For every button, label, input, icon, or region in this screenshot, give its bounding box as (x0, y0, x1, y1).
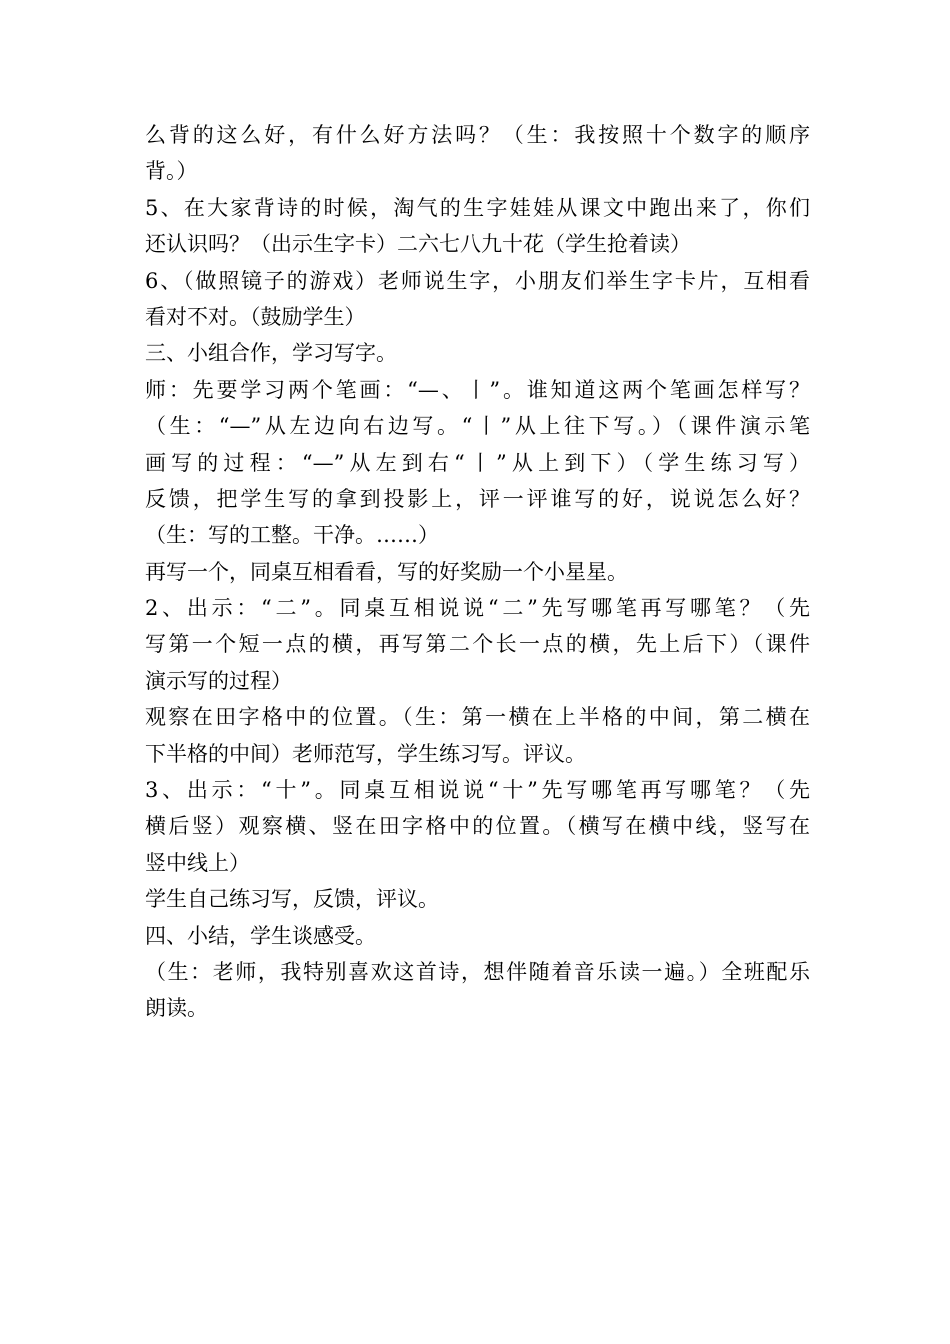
text-line: 横后竖）观察横、竖在田字格中的位置。（横写在横中线，竖写在 (145, 814, 810, 839)
text-line: 6、（做照镜子的游戏）老师说生字，小朋友们举生字卡片，互相看 (145, 268, 810, 293)
section-heading: 四、小结，学生谈感受。 (145, 923, 376, 948)
text-line: 背。） (145, 159, 198, 184)
text-line: 5、在大家背诗的时候，淘气的生字娃娃从课文中跑出来了，你们 (145, 195, 810, 220)
text-line: 么背的这么好，有什么好方法吗？（生：我按照十个数字的顺序 (145, 123, 810, 147)
text-line: 竖中线上） (145, 850, 250, 875)
document-body (145, 117, 810, 1027)
text-line: 师：先要学习两个笔画：“—、丨”。谁知道这两个笔画怎样写？ (145, 377, 810, 402)
section-heading: 三、小组合作，学习写字。 (145, 341, 397, 366)
text-line: 2、出示：“二”。同桌互相说说“二”先写哪笔再写哪笔？（先 (145, 596, 810, 621)
text-line: 观察在田字格中的位置。（生：第一横在上半格的中间，第二横在 (145, 705, 810, 730)
text-line: （生：写的工整。干净。……） (145, 523, 439, 548)
text-line: 写第一个短一点的横，再写第二个长一点的横，先上后下）（课件 (145, 632, 810, 657)
text-line: 反馈，把学生写的拿到投影上，评一评谁写的好，说说怎么好？ (145, 486, 810, 511)
text-line: （生：老师，我特别喜欢这首诗，想伴随着音乐读一遍。）全班配乐 (145, 959, 810, 984)
text-line: 画写的过程：“—”从左到右“丨”从上到下）（学生练习写） (145, 450, 810, 475)
text-line: 再写一个，同桌互相看看，写的好奖励一个小星星。 (145, 559, 628, 584)
text-line: 3、出示：“十”。同桌互相说说“十”先写哪笔再写哪笔？（先 (145, 778, 810, 803)
text-line: 学生自己练习写，反馈，评议。 (145, 887, 439, 912)
text-line: 下半格的中间）老师范写，学生练习写。评议。 (145, 741, 586, 766)
text-line: 朗读。 (145, 996, 208, 1021)
text-line: （生：“—”从左边向右边写。“丨”从上往下写。）（课件演示笔 (145, 414, 810, 439)
text-line: 还认识吗？（出示生字卡）二六七八九十花（学生抢着读） (145, 232, 691, 257)
text-line: 演示写的过程） (145, 668, 292, 693)
text-line: 看对不对。（鼓励学生） (145, 304, 366, 329)
